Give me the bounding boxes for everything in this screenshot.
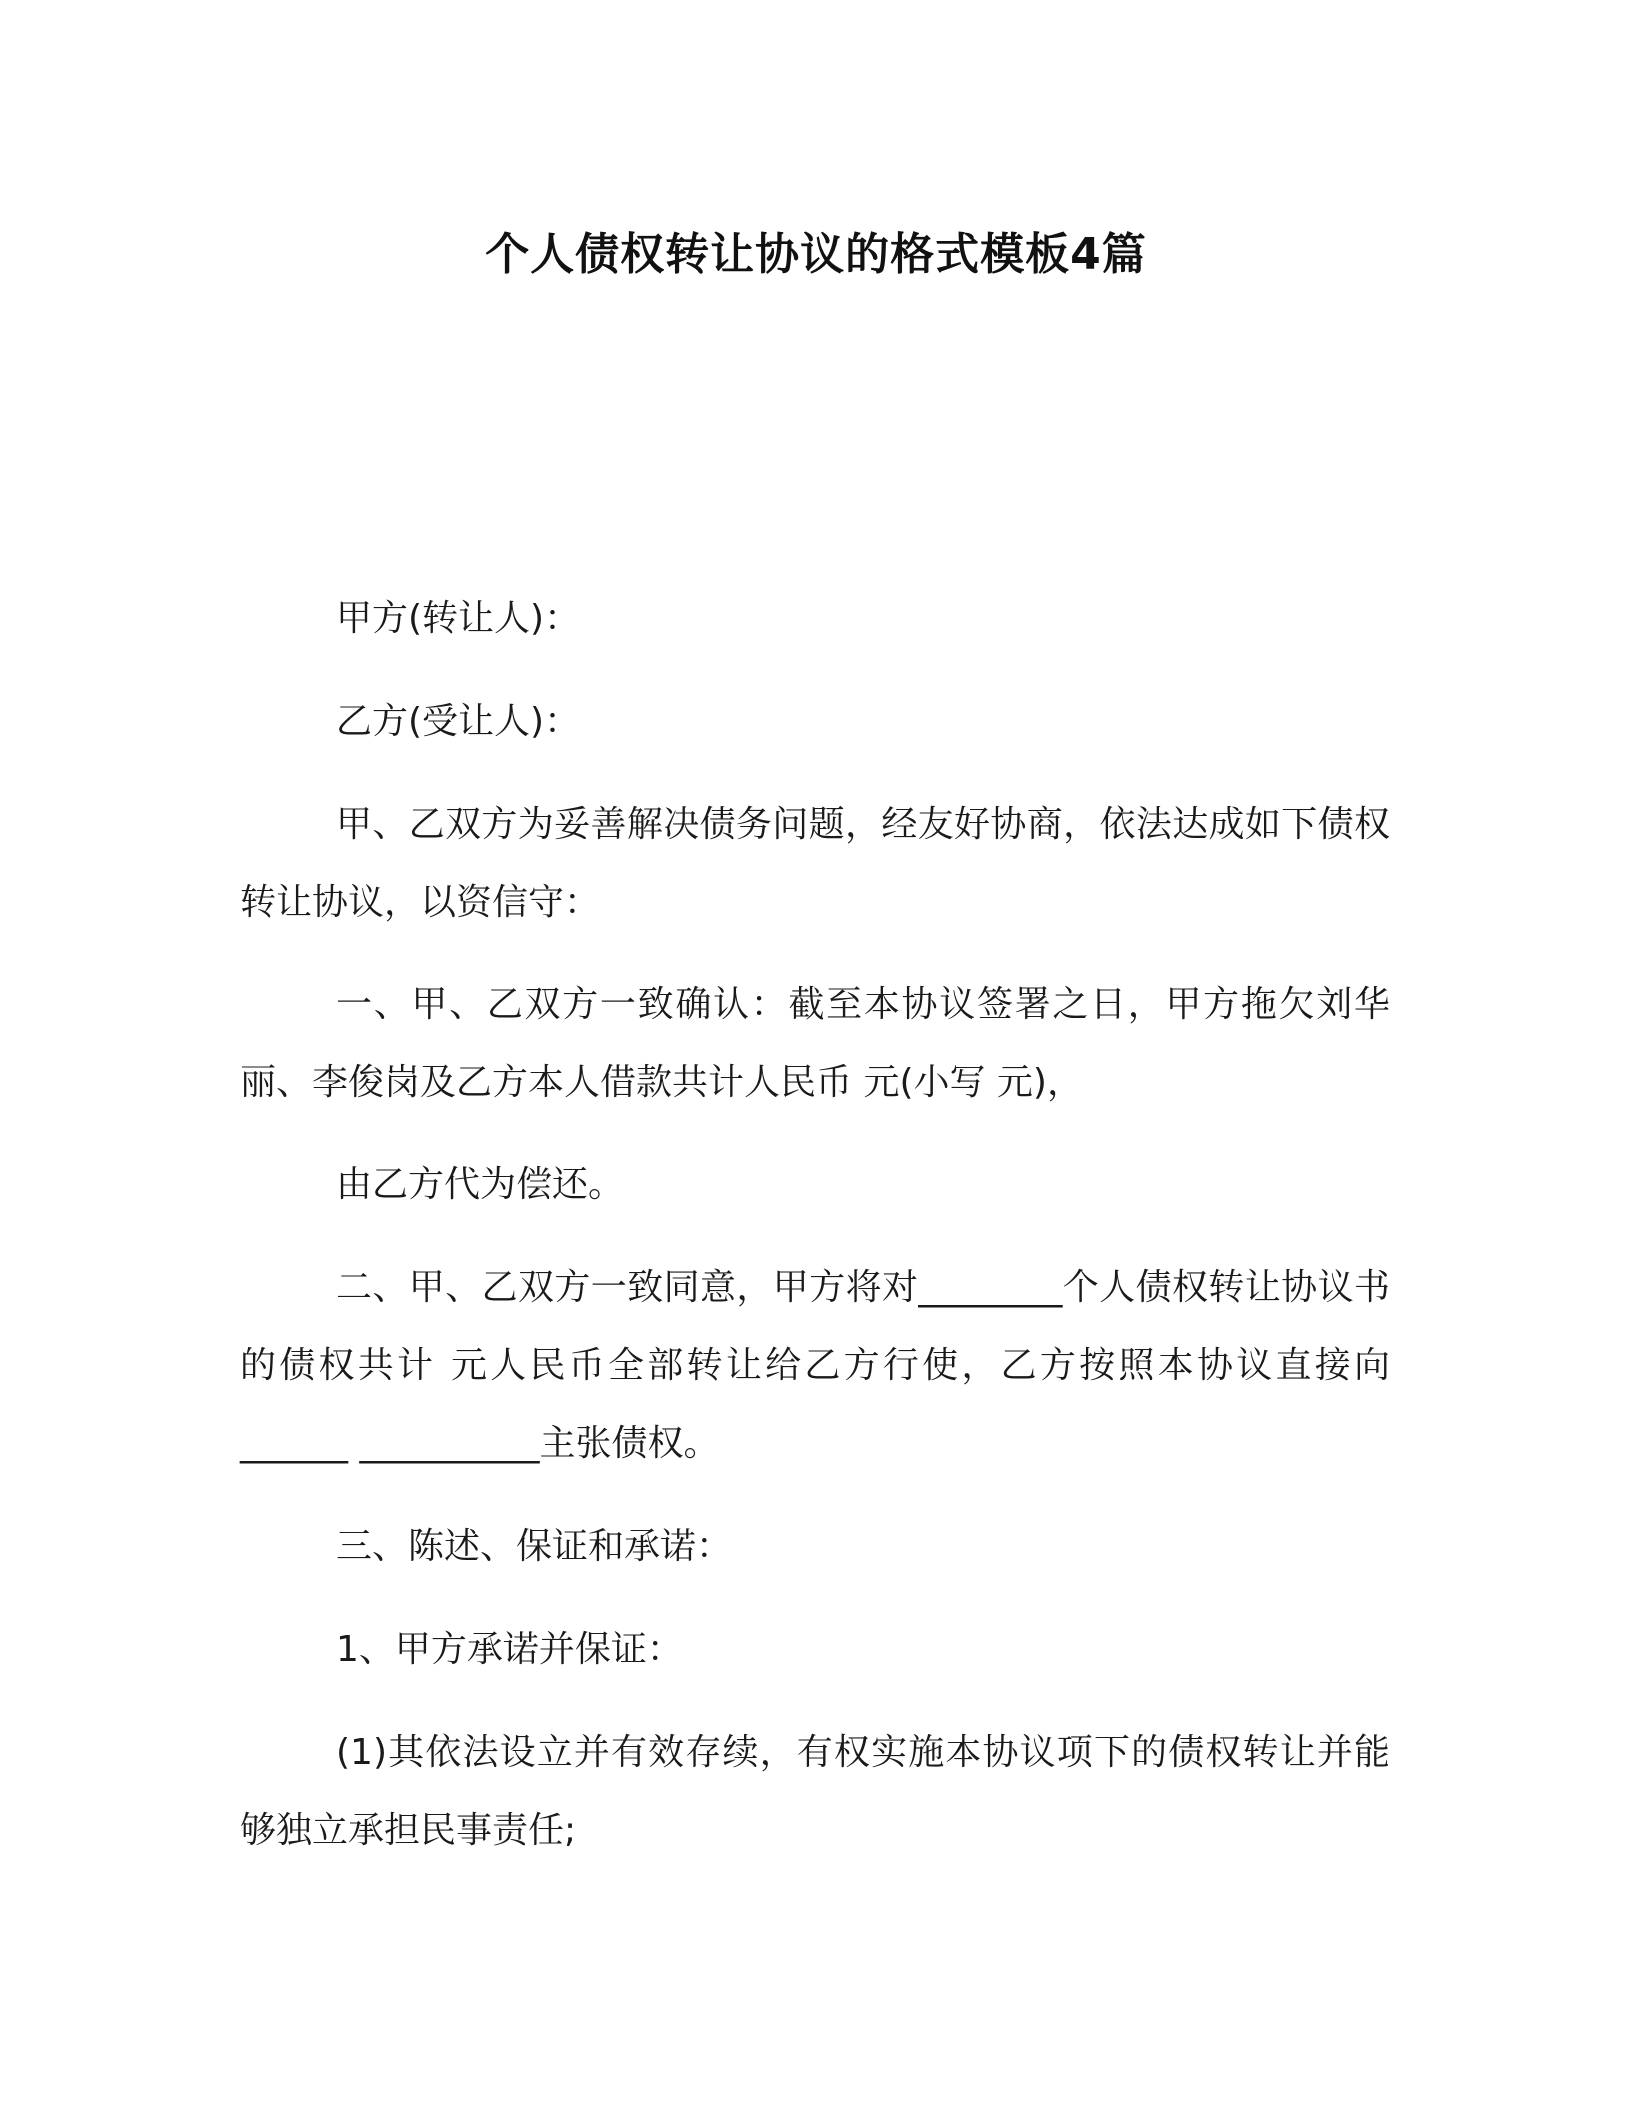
clause-1-paragraph: 一、甲、乙双方一致确认：截至本协议签署之日，甲方拖欠刘华丽、李俊岗及乙方本人借款共计人民币 元(小写 元)，: [240, 984, 1390, 1103]
clause-1-continued: 由乙方代为偿还。: [336, 1164, 625, 1205]
clause-2-paragraph: 二、甲、乙双方一致同意，甲方将对________个人债权转让协议书的债权共计 元人民币全部转让给乙方行使，乙方按照本协议直接向______ __________主张债权。: [240, 1267, 1390, 1464]
party-b-line: 乙方(受让人)：: [336, 701, 581, 742]
clause-3-heading: 三、陈述、保证和承诺：: [336, 1526, 733, 1567]
intro-paragraph: 甲、乙双方为妥善解决债务问题，经友好协商，依法达成如下债权转让协议，以资信守：: [240, 804, 1390, 923]
party-a-line: 甲方(转让人)：: [336, 598, 581, 639]
clause-3-1-heading: 1、甲方承诺并保证：: [336, 1629, 683, 1670]
clause-3-1-item-1: (1)其依法设立并有效存续，有权实施本协议项下的债权转让并能够独立承担民事责任;: [240, 1732, 1390, 1851]
document-title: 个人债权转让协议的格式模板4篇: [485, 229, 1147, 280]
